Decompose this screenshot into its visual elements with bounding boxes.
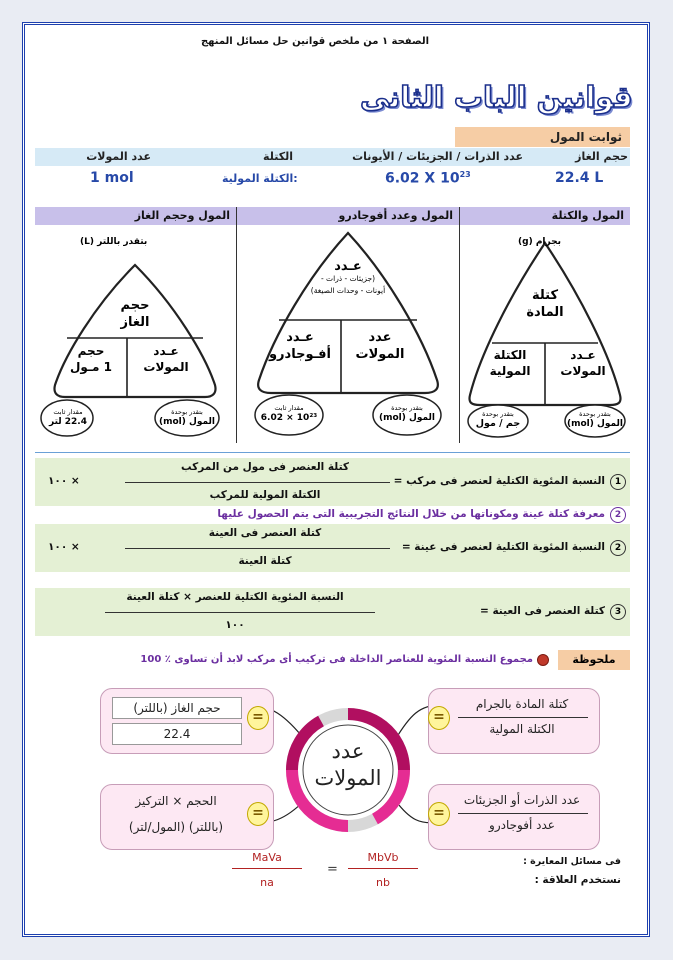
formula-1-label: النسبة المئوية الكتلية لعنصر فى مركب =	[393, 475, 605, 487]
page-title: قوانين الباب الثانى	[360, 80, 633, 114]
card-gas-denominator: 22.4	[112, 723, 242, 745]
note-2-text: معرفة كتلة عينة ومكوناتها من خلال النتائج التجريبية التى يتم الحصول عليها	[217, 508, 605, 520]
top-label: بتقدر باللتر (L)	[80, 237, 148, 247]
unit-mol: بتقدر بوحدة المول (mol)	[567, 410, 623, 429]
card-solution-line1: الحجم × التركيز	[135, 794, 217, 808]
section-heading-mass: المول والكتلة	[460, 207, 630, 225]
const-value-moles: 1 mol	[90, 170, 134, 186]
pyramid-right: عـدد المولات	[560, 348, 606, 378]
equals-icon: =	[428, 802, 450, 826]
note-number: 2	[610, 507, 626, 523]
divider	[35, 452, 630, 453]
formula-1-numerator: كتلة العنصر فى مول من المركب	[181, 461, 349, 473]
constants-label: ثوابت المول	[455, 127, 630, 147]
top-label: بجرام (g)	[518, 237, 561, 247]
formula-2-numerator: كتلة العنصر فى العينة	[208, 527, 322, 539]
fraction-line	[458, 717, 588, 718]
note-label: ملحوظة	[558, 650, 630, 670]
formula-1-multiplier: × ١٠٠	[48, 475, 80, 487]
titration-label: فى مسائل المعايرة :	[523, 856, 621, 867]
card-gas-numerator: حجم الغاز (باللتر)	[112, 697, 242, 719]
const-header-mass: الكتلة	[263, 150, 293, 163]
note-text: مجموع النسبة المئوية للعناصر الداخلة فى تركيب أى مركب لابد أن تساوى ٪ 100	[140, 654, 533, 665]
fraction-line	[125, 482, 390, 483]
const-value-molar-mass: :الكتلة المولية	[222, 172, 298, 185]
card-mass-numerator: كتلة المادة بالجرام	[475, 697, 569, 711]
pyramid-apex: كتلة المادة	[526, 288, 564, 320]
titration-left-numerator: MaVa	[252, 851, 282, 864]
formula-2-multiplier: × ١٠٠	[48, 541, 80, 553]
formula-2-label: النسبة المئوية الكتلية لعنصر فى عينة =	[401, 541, 605, 553]
formula-number: 2	[610, 540, 626, 556]
const-value-gas: 22.4 L	[555, 170, 604, 186]
section-heading-gas: المول وحجم الغاز	[35, 207, 236, 225]
unit-molar-mass: بتقدر بوحدة جم / مول	[475, 410, 521, 429]
fraction-line	[125, 548, 390, 549]
titration-right-denominator: nb	[376, 876, 390, 889]
pyramid-avogadro	[237, 225, 459, 443]
fraction-line	[348, 868, 418, 869]
unit-liter: مقدار ثابت 22.4 لتر	[48, 408, 87, 427]
titration-equals: =	[327, 862, 338, 877]
equals-icon: =	[428, 706, 450, 730]
formula-3-numerator: النسبة المئوية الكتلية للعنصر × كتلة العينة	[126, 591, 344, 603]
formula-number: 1	[610, 474, 626, 490]
section-heading-avogadro: المول وعدد أفوجادرو	[237, 207, 459, 225]
page-header: الصفحة ١ من ملخص قوانين حل مسائل المنهج	[200, 36, 430, 47]
pyramid-apex: عـدد (جزيئات - ذرات - أيونات - وحدات الصيغة)	[310, 259, 386, 295]
pyramid-left: حجم 1 مـول	[69, 344, 112, 374]
fraction-line	[458, 813, 588, 814]
formula-3-denominator: ١٠٠	[225, 619, 245, 631]
diagram-center: عدد المولات	[314, 739, 382, 790]
formula-number: 3	[610, 604, 626, 620]
pyramid-right: عدد المولات	[355, 330, 405, 362]
card-solution-line2: (باللتر) (المول/لتر)	[128, 820, 224, 834]
pyramid-mass	[460, 225, 630, 443]
card-particles-numerator: عدد الذرات أو الجزيئات	[463, 793, 581, 807]
const-value-avogadro: 6.02 X $10^{23}$	[385, 170, 471, 187]
titration-left-denominator: na	[260, 876, 274, 889]
titration-right-numerator: MbVb	[367, 851, 399, 864]
bullet-icon	[537, 654, 549, 666]
formula-3-label: كتلة العنصر فى العينة =	[479, 605, 605, 617]
card-mass-denominator: الكتلة المولية	[489, 722, 555, 736]
pyramid-right: عـدد المولات	[143, 344, 189, 374]
pyramid-gas	[35, 225, 236, 443]
unit-mol: بتقدر بوحدة المول (mol)	[379, 404, 435, 423]
unit-mol: بتقدر بوحدة المول (mol)	[159, 408, 215, 427]
fraction-line	[232, 868, 302, 869]
pyramid-left: عـدد أفـوجادرو	[268, 330, 332, 362]
equals-icon: =	[247, 802, 269, 826]
fraction-line	[105, 612, 375, 613]
pyramid-left: الكتلة المولية	[489, 348, 531, 378]
const-header-moles: عدد المولات	[86, 150, 151, 163]
pyramid-apex: حجم الغاز	[120, 298, 150, 330]
unit-avogadro: مقدار ثابت 10²³ × 6.02	[260, 404, 318, 423]
const-header-gas: حجم الغاز	[575, 150, 628, 163]
const-header-particles: عدد الذرات / الجزيئات / الأيونات	[352, 150, 523, 163]
formula-1-denominator: الكتلة المولية للمركب	[209, 489, 321, 501]
formula-2-denominator: كتلة العينة	[238, 555, 292, 567]
titration-label-2: نستخدم العلاقة :	[534, 874, 621, 886]
card-particles-denominator: عدد أفوجادرو	[489, 818, 555, 832]
equals-icon: =	[247, 706, 269, 730]
